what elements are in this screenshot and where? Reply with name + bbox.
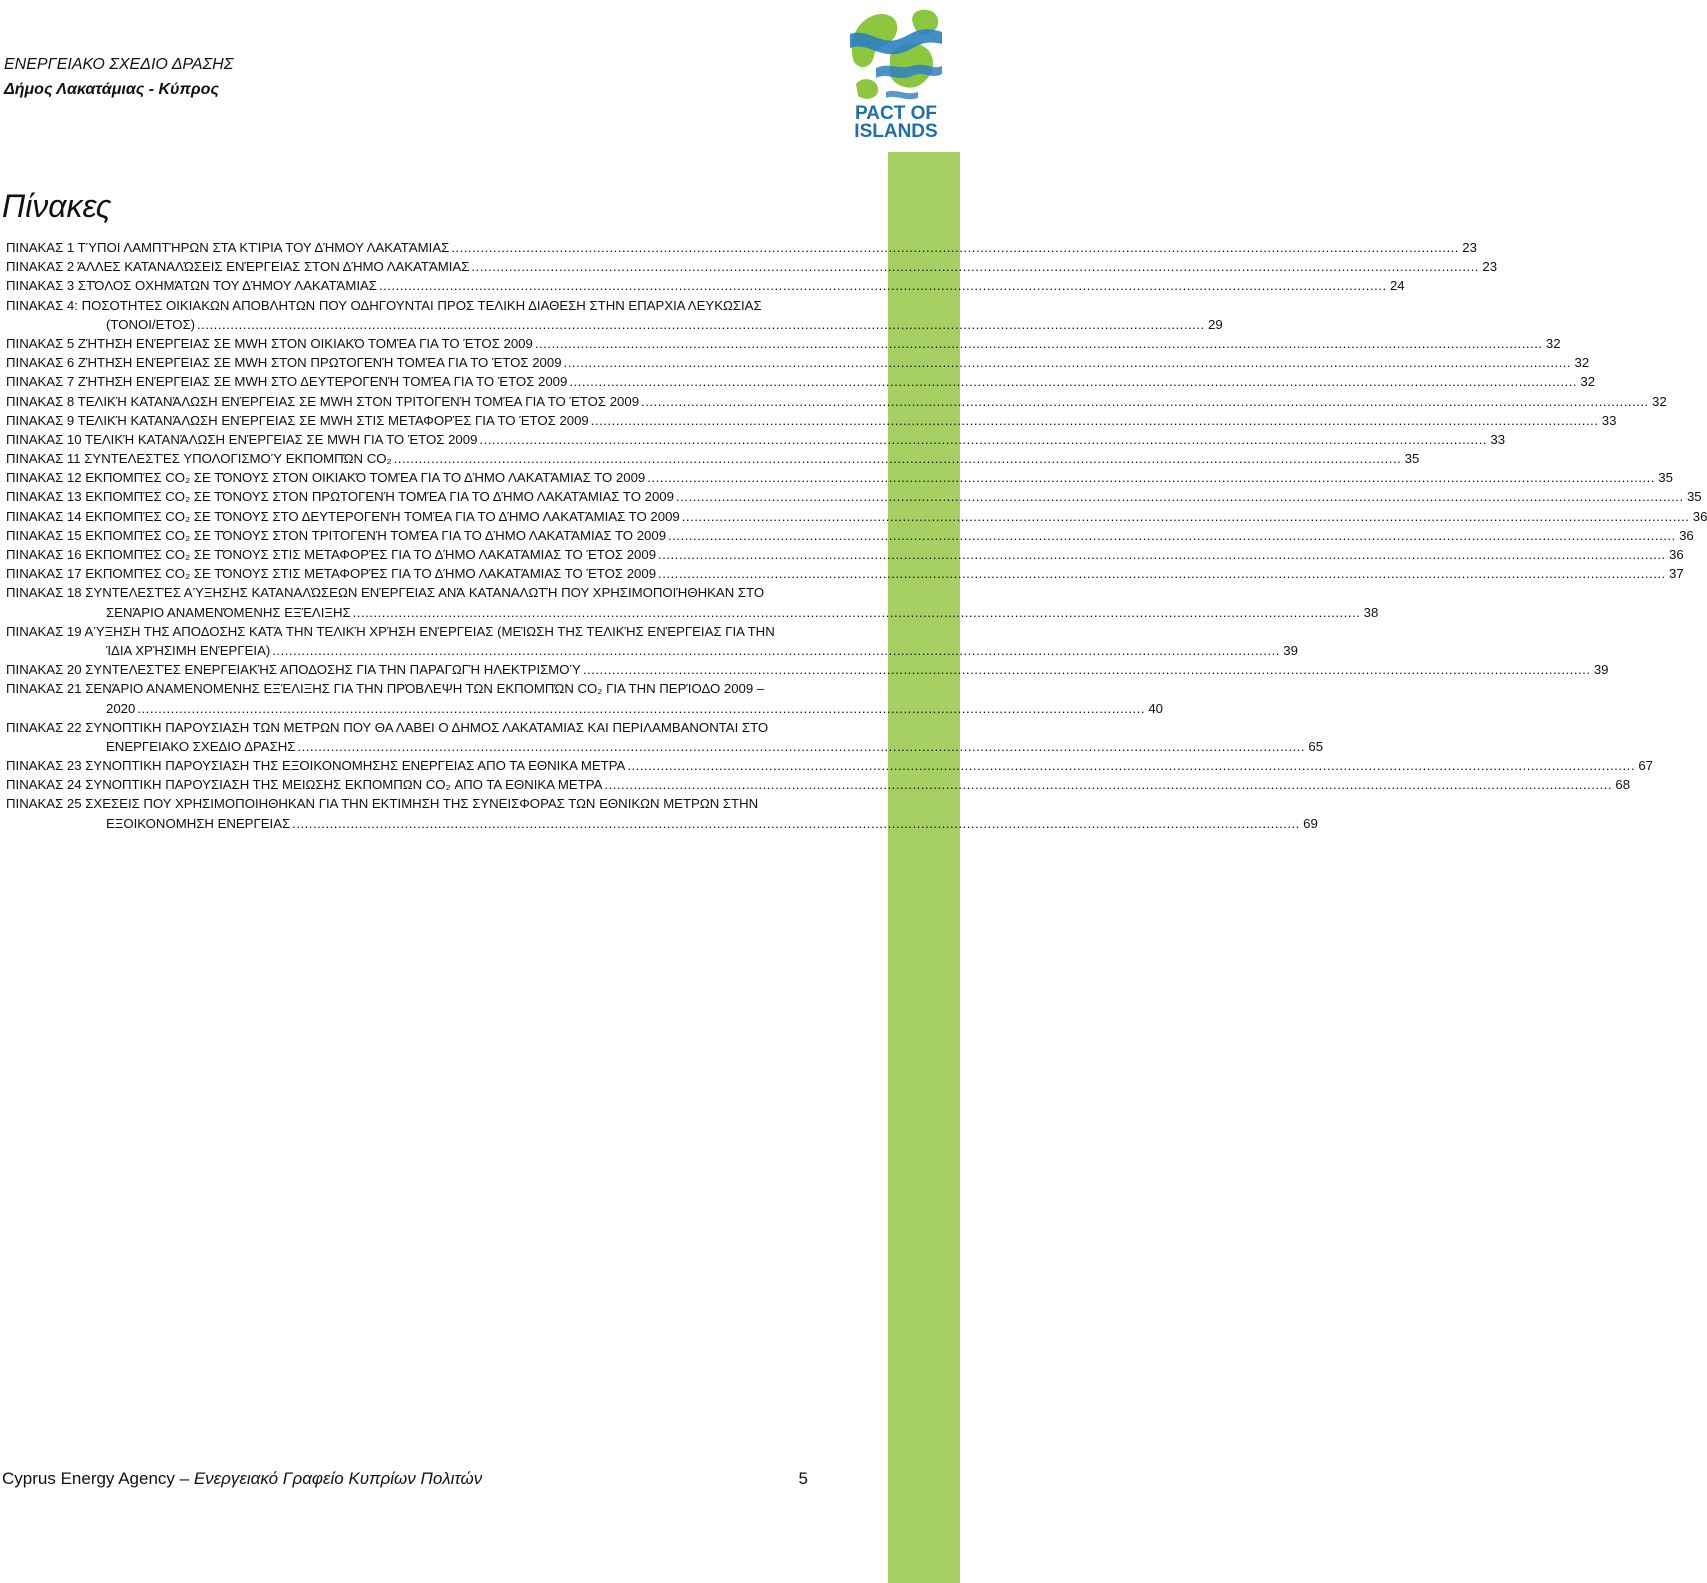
toc-entry-title: (ΤΟΝΟΙ/ΕΤΟΣ) [106,316,195,332]
logo-line1: PACT OF [855,103,937,124]
toc-page-number: 65 [1308,738,1324,754]
toc-entry-line [6,257,1498,276]
toc-entry-line [6,526,1694,545]
toc-entry-title: ΠΙΝΑΚΑΣ 22 ΣΥΝΟΠΤΙΚΗ ΠΑΡΟΥΣΙΑΣΗ ΤΩΝ ΜΕΤΡΩΝ ΠΟΥ ΘΑ ΛΑΒΕΙ Ο ΔΗΜΟΣ ΛΑΚΑΤΑΜΙΑΣ ΚΑΙ ΠΕΡΙΛΑΜΒΑΝΟΝΤΑΙ ΣΤΟ [6,719,769,735]
document-header [4,52,233,102]
toc-entry[interactable] [6,526,1694,545]
toc-entry[interactable] [6,353,1590,372]
toc-entry[interactable] [6,238,1477,257]
toc-entry-line [6,315,1223,334]
toc-page-number: 32 [1580,374,1596,390]
toc-entry-title: 2020 [106,700,136,716]
page-footer [2,1468,808,1490]
toc-entry-line [6,660,1609,679]
toc-entry-line [6,622,801,641]
toc-entry[interactable] [6,257,1498,276]
toc-entry-line [6,718,801,737]
toc-entry[interactable] [6,660,1609,679]
toc-entry-line [6,392,1667,411]
toc-entry[interactable] [6,372,1596,391]
toc-entry[interactable] [6,679,1164,717]
toc-entry-line [6,603,1379,622]
toc-entry-title: ΠΙΝΑΚΑΣ 23 ΣΥΝΟΠΤΙΚΗ ΠΑΡΟΥΣΙΑΣΗ ΤΗΣ ΕΞΟΙΚΟΝΟΜΗΣΗΣ ΕΝΕΡΓΕΙΑΣ ΑΠΟ ΤΑ ΕΘΝΙΚΑ ΜΕΤΡΑ [6,758,626,774]
toc-dot-leader [137,699,1145,718]
toc-entry-line [6,641,1298,660]
toc-entry-line [6,794,801,813]
toc-page-number: 24 [1389,278,1405,294]
toc-page-number: 33 [1601,412,1617,428]
toc-entry-title: ΠΙΝΑΚΑΣ 20 ΣΥΝΤΕΛΕΣΤΈΣ ΕΝΕΡΓΕΙΑΚΉΣ ΑΠΟΔΟΣΗΣ ΓΙΑ ΤΗΝ ΠΑΡΑΓΩΓΉ ΗΛΕΚΤΡΙΣΜΟΎ [6,662,581,678]
toc-entry[interactable] [6,411,1617,430]
toc-dot-leader [451,238,1459,257]
toc-entry-line [6,814,1318,833]
toc-entry-line [6,756,1653,775]
toc-entry[interactable] [6,334,1561,353]
toc-entry-title: ΠΙΝΑΚΑΣ 1 ΤΎΠΟΙ ΛΑΜΠΤΉΡΩΝ ΣΤΑ ΚΤΊΡΙΑ ΤΟΥ ΔΉΜΟΥ ΛΑΚΑΤΆΜΙΑΣ [6,240,450,255]
toc-entry-title: ΠΙΝΑΚΑΣ 25 ΣΧΕΣΕΙΣ ΠΟΥ ΧΡΗΣΙΜΟΠΟΙΗΘΗΚΑΝ ΓΙΑ ΤΗΝ ΕΚΤΙΜΗΣΗ ΤΗΣ ΣΥΝΕΙΣΦΟΡΑΣ ΤΩΝ ΕΘΝΙΚΩΝ ΜΕΤΡΩΝ ΣΤΗΝ [6,796,759,812]
toc-entry-title: ΠΙΝΑΚΑΣ 14 ΕΚΠΟΜΠΈΣ CO₂ ΣΕ ΤΌΝΟΥΣ ΣΤΟ ΔΕΥΤΕΡΟΓΕΝΉ ΤΟΜΈΑ ΓΙΑ ΤΟ ΔΉΜΟ ΛΑΚΑΤΆΜΙΑΣ ΤΟ 2009 [6,508,680,524]
toc-entry[interactable] [6,468,1673,487]
toc-dot-leader [272,641,1280,660]
toc-entry[interactable] [6,756,1653,775]
table-of-tables [6,238,1707,833]
toc-entry-line [6,238,1477,257]
toc-entry-title: ΠΙΝΑΚΑΣ 24 ΣΥΝΟΠΤΙΚΗ ΠΑΡΟΥΣΙΑΣΗ ΤΗΣ ΜΕΙΩΣΗΣ ΕΚΠΟΜΠΩΝ CO₂ ΑΠΟ ΤΑ ΕΘΝΙΚΑ ΜΕΤΡΑ [6,777,603,793]
toc-dot-leader [583,660,1591,679]
toc-entry[interactable] [6,392,1667,411]
toc-entry[interactable] [6,583,1379,621]
islands-logo-icon [846,4,946,104]
toc-dot-leader [658,564,1666,583]
toc-dot-leader [591,411,1599,430]
toc-entry[interactable] [6,507,1707,526]
toc-entry-title: ΠΙΝΑΚΑΣ 21 ΣΕΝΆΡΙΟ ΑΝΑΜΕΝΟΜΕΝΗΣ ΕΞΈΛΙΞΗΣ ΓΙΑ ΤΗΝ ΠΡΌΒΛΕΨΗ ΤΩΝ ΕΚΠΟΜΠΏΝ CO₂ ΓΙΑ ΤΗΝ ΠΕΡΊΟΔΟ 2009 – [6,681,765,697]
footer-organization [2,1468,482,1490]
toc-entry-title: ΕΞΟΙΚΟΝΟΜΗΣΗ ΕΝΕΡΓΕΙΑΣ [106,815,291,831]
toc-entry[interactable] [6,622,1298,660]
toc-page-number: 32 [1652,393,1667,409]
toc-dot-leader [197,315,1205,334]
toc-entry[interactable] [6,430,1506,449]
toc-entry-title: ΠΙΝΑΚΑΣ 9 ΤΕΛΙΚΉ ΚΑΤΑΝΆΛΩΣΗ ΕΝΈΡΓΕΙΑΣ ΣΕ MWH ΣΤΙΣ ΜΕΤΑΦΟΡΈΣ ΓΙΑ ΤΟ ΈΤΟΣ 2009 [6,412,589,428]
toc-entry-title: ΠΙΝΑΚΑΣ 17 ΕΚΠΟΜΠΈΣ CO₂ ΣΕ ΤΌΝΟΥΣ ΣΤΙΣ ΜΕΤΑΦΟΡΈΣ ΓΙΑ ΤΟ ΔΉΜΟ ΛΑΚΑΤΆΜΙΑΣ ΤΟ ΈΤΟΣ 2009 [6,566,657,582]
toc-page-number: 36 [1692,508,1707,524]
toc-dot-leader [564,353,1572,372]
toc-page-number: 39 [1593,662,1609,678]
toc-entry-line [6,353,1590,372]
toc-entry-line [6,737,1324,756]
toc-dot-leader [604,775,1612,794]
toc-entry-line [6,775,1631,794]
toc-page-number: 39 [1283,642,1298,658]
toc-entry-line [6,507,1707,526]
toc-dot-leader [394,449,1402,468]
toc-dot-leader [353,603,1361,622]
toc-entry-title: ΕΝΕΡΓΕΙΑΚΟ ΣΧΕΔΙΟ ΔΡΑΣΗΣ [106,738,296,754]
toc-entry[interactable] [6,794,1318,832]
toc-entry-title: ΣΕΝΆΡΙΟ ΑΝΑΜΕΝΌΜΕΝΗΣ ΕΞΈΛΙΞΗΣ [106,604,351,620]
toc-page-number: 23 [1462,240,1477,255]
toc-page-number: 69 [1303,815,1318,831]
page-title: Πίνακες [2,188,112,224]
toc-entry-title: ΠΙΝΑΚΑΣ 5 ΖΉΤΗΣΗ ΕΝΈΡΓΕΙΑΣ ΣΕ MWH ΣΤΟΝ ΟΙΚΙΑΚΌ ΤΟΜΈΑ ΓΙΑ ΤΟ ΈΤΟΣ 2009 [6,335,533,351]
toc-entry-line [6,276,1405,295]
toc-page-number: 67 [1638,758,1653,774]
footer-org-greek: Ενεργειακό Γραφείο Κυπρίων Πολιτών [193,1469,483,1488]
toc-entry-line [6,583,801,602]
toc-dot-leader [641,392,1649,411]
toc-page-number: 36 [1669,547,1684,562]
toc-entry-line [6,699,1164,718]
toc-entry[interactable] [6,487,1702,506]
toc-entry-line [6,449,1420,468]
toc-entry-line [6,468,1673,487]
toc-page-number: 32 [1574,355,1590,371]
toc-entry-line [6,334,1561,353]
toc-dot-leader [535,334,1543,353]
toc-dot-leader [471,257,1479,276]
toc-entry-title: ΠΙΝΑΚΑΣ 10 ΤΕΛΙΚΉ ΚΑΤΑΝΆΛΩΣΗ ΕΝΈΡΓΕΙΑΣ ΣΕ MWH ΓΙΑ ΤΟ ΈΤΟΣ 2009 [6,431,478,447]
toc-entry-title: ΠΙΝΑΚΑΣ 19 ΑΎΞΗΣΗ ΤΗΣ ΑΠΟΔΟΣΗΣ ΚΑΤΆ ΤΗΝ ΤΕΛΙΚΉ ΧΡΉΣΗ ΕΝΈΡΓΕΙΑΣ (ΜΕΊΩΣΗ ΤΗΣ ΤΕΛΙΚΉΣ ΕΝΈΡΓΕΙΑΣ ΓΙΑ ΤΗΝ [6,623,775,639]
toc-entry-line [6,487,1702,506]
toc-entry-line [6,545,1684,564]
toc-entry-title: ΠΙΝΑΚΑΣ 7 ΖΉΤΗΣΗ ΕΝΈΡΓΕΙΑΣ ΣΕ MWH ΣΤΟ ΔΕΥΤΕΡΟΓΕΝΉ ΤΟΜΈΑ ΓΙΑ ΤΟ ΈΤΟΣ 2009 [6,374,568,390]
toc-entry[interactable] [6,564,1684,583]
toc-entry[interactable] [6,775,1631,794]
toc-entry[interactable] [6,296,1223,334]
toc-entry-title: ΠΙΝΑΚΑΣ 4: ΠΟΣΟΤΗΤΕΣ ΟΙΚΙΑΚΩΝ ΑΠΟΒΛΗΤΩΝ ΠΟΥ ΟΔΗΓΟΥΝΤΑΙ ΠΡΟΣ ΤΕΛΙΚΗ ΔΙΑΘΕΣΗ ΣΤΗΝ ΕΠΑΡΧΙΑ ΛΕΥΚΩΣΙΑΣ [6,297,762,313]
toc-page-number: 32 [1545,335,1561,351]
toc-page-number: 36 [1679,527,1694,543]
toc-entry-title: ΠΙΝΑΚΑΣ 16 ΕΚΠΟΜΠΈΣ CO₂ ΣΕ ΤΌΝΟΥΣ ΣΤΙΣ ΜΕΤΑΦΟΡΈΣ ΓΙΑ ΤΟ ΔΉΜΟ ΛΑΚΑΤΆΜΙΑΣ ΤΟ ΈΤΟΣ 2009 [6,547,657,562]
toc-page-number: 35 [1658,470,1673,486]
toc-page-number: 29 [1208,316,1223,332]
toc-entry-line [6,296,801,315]
toc-page-number: 33 [1490,431,1506,447]
toc-dot-leader [297,737,1305,756]
toc-dot-leader [676,487,1684,506]
toc-entry-title: ΠΙΝΑΚΑΣ 2 ΆΛΛΕΣ ΚΑΤΑΝΑΛΏΣΕΙΣ ΕΝΈΡΓΕΙΑΣ ΣΤΟΝ ΔΉΜΟ ΛΑΚΑΤΆΜΙΑΣ [6,259,470,275]
toc-entry-title: ΠΙΝΑΚΑΣ 8 ΤΕΛΙΚΉ ΚΑΤΑΝΆΛΩΣΗ ΕΝΈΡΓΕΙΑΣ ΣΕ MWH ΣΤΟΝ ΤΡΙΤΟΓΕΝΉ ΤΟΜΈΑ ΓΙΑ ΤΟ ΈΤΟΣ 2009 [6,393,640,409]
toc-dot-leader [379,276,1387,295]
toc-entry-title: ΠΙΝΑΚΑΣ 18 ΣΥΝΤΕΛΕΣΤΈΣ ΑΎΞΗΣΗΣ ΚΑΤΑΝΑΛΏΣΕΩΝ ΕΝΈΡΓΕΙΑΣ ΑΝΆ ΚΑΤΑΝΑΛΩΤΉ ΠΟΥ ΧΡΗΣΙΜΟΠΟΙΉΘΗΚΑΝ ΣΤΟ [6,585,765,601]
toc-entry-line [6,411,1617,430]
pact-of-islands-logo [846,4,946,140]
toc-dot-leader [292,814,1300,833]
toc-dot-leader [569,372,1577,391]
toc-dot-leader [647,468,1655,487]
toc-entry-line [6,430,1506,449]
toc-entry[interactable] [6,449,1420,468]
toc-page-number: 35 [1686,489,1702,505]
toc-page-number: 35 [1404,451,1420,467]
toc-page-number: 38 [1363,604,1379,620]
toc-entry-title: ΠΙΝΑΚΑΣ 6 ΖΉΤΗΣΗ ΕΝΈΡΓΕΙΑΣ ΣΕ MWH ΣΤΟΝ ΠΡΩΤΟΓΕΝΉ ΤΟΜΈΑ ΓΙΑ ΤΟ ΈΤΟΣ 2009 [6,355,562,371]
toc-entry-title: ΠΙΝΑΚΑΣ 11 ΣΥΝΤΕΛΕΣΤΈΣ ΥΠΟΛΟΓΙΣΜΟΎ ΕΚΠΟΜΠΏΝ CO₂ [6,451,392,467]
toc-entry-line [6,372,1596,391]
toc-dot-leader [627,756,1635,775]
toc-page-number: 23 [1482,259,1498,275]
toc-dot-leader [682,507,1690,526]
logo-line2: ISLANDS [854,121,938,142]
toc-page-number: 37 [1669,566,1684,582]
header-municipality: Δήμος Λακατάμιας - Κύπρος [4,81,219,98]
toc-page-number: 40 [1148,700,1164,716]
header-plan-title: ΕΝΕΡΓΕΙΑΚΟ ΣΧΕΔΙΟ ΔΡΑΣΗΣ [4,56,234,73]
toc-dot-leader [479,430,1487,449]
toc-dot-leader [668,526,1676,545]
toc-entry[interactable] [6,545,1684,564]
toc-entry-title: ΠΙΝΑΚΑΣ 12 ΕΚΠΟΜΠΈΣ CO₂ ΣΕ ΤΌΝΟΥΣ ΣΤΟΝ ΟΙΚΙΑΚΌ ΤΟΜΈΑ ΓΙΑ ΤΟ ΔΉΜΟ ΛΑΚΑΤΆΜΙΑΣ ΤΟ 2009 [6,470,646,486]
toc-entry-title: ΠΙΝΑΚΑΣ 15 ΕΚΠΟΜΠΈΣ CO₂ ΣΕ ΤΌΝΟΥΣ ΣΤΟΝ ΤΡΙΤΟΓΕΝΉ ΤΟΜΈΑ ΓΙΑ ΤΟ ΔΉΜΟ ΛΑΚΑΤΆΜΙΑΣ ΤΟ 2009 [6,527,667,543]
toc-dot-leader [658,545,1666,564]
toc-entry-title: ΠΙΝΑΚΑΣ 13 ΕΚΠΟΜΠΈΣ CO₂ ΣΕ ΤΌΝΟΥΣ ΣΤΟΝ ΠΡΩΤΟΓΕΝΉ ΤΟΜΈΑ ΓΙΑ ΤΟ ΔΉΜΟ ΛΑΚΑΤΆΜΙΑΣ ΤΟ 2009 [6,489,674,505]
toc-entry[interactable] [6,276,1405,295]
toc-entry-title: ΠΙΝΑΚΑΣ 3 ΣΤΌΛΟΣ ΟΧΗΜΆΤΩΝ ΤΟΥ ΔΉΜΟΥ ΛΑΚΑΤΆΜΙΑΣ [6,278,377,294]
footer-org-name: Cyprus Energy Agency – [2,1469,190,1488]
toc-page-number: 68 [1615,777,1631,793]
footer-page-number: 5 [798,1469,808,1488]
toc-entry-line [6,679,801,698]
toc-entry-line [6,564,1684,583]
toc-entry-title: ΊΔΙΑ ΧΡΉΣΙΜΗ ΕΝΈΡΓΕΙΑ) [106,642,271,658]
toc-entry[interactable] [6,718,1324,756]
